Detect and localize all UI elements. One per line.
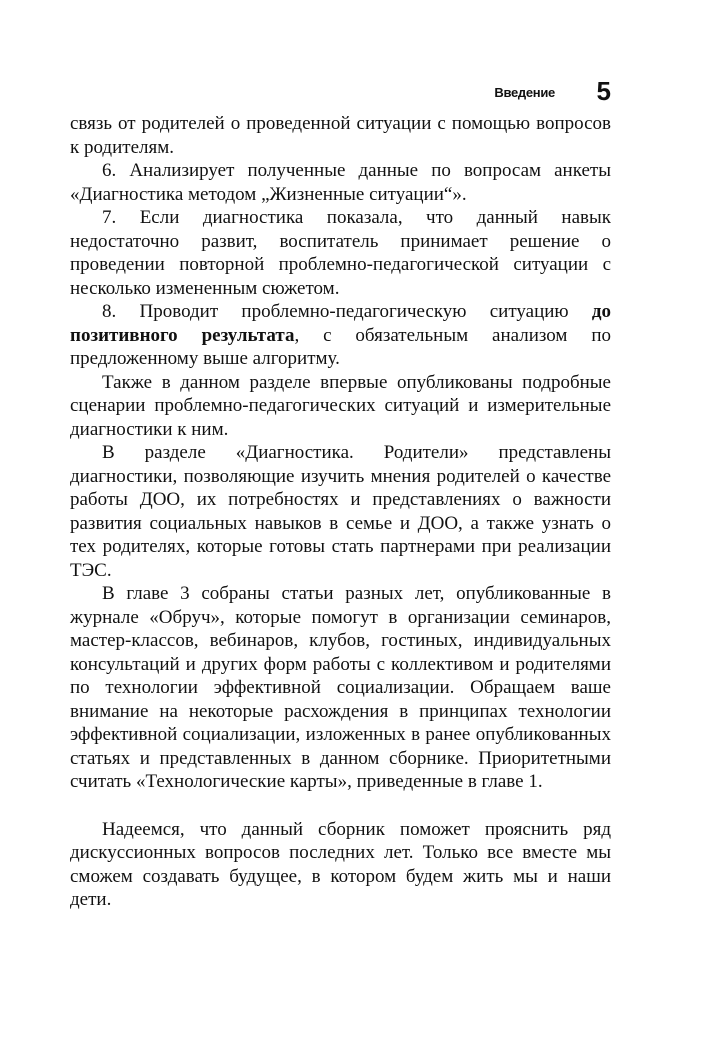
item-8-bold-text: до позитивного результата bbox=[70, 301, 611, 346]
paragraph-continuation: связь от родителей о проведенной ситуации с помощью вопросов к родителям. bbox=[70, 113, 611, 158]
paragraph-item-8 bbox=[70, 300, 611, 371]
paragraph-diagnostics-parents: В разделе «Диагностика. Родители» представлены диагностики, позволяющие изучить мнения родителей о качестве работы ДОО, их потребностях и представлениях о важности развития социальных навыков в семье и ДОО, а также узнать о тех родителях, которые готовы стать партнерами при реализации ТЭС. bbox=[70, 442, 611, 581]
paragraph-scenarios: Также в данном разделе впервые опубликованы подробные сценарии проблемно-педагогических ситуаций и измерительные диагностики к ним. bbox=[70, 371, 611, 440]
paragraph-closing: Надеемся, что данный сборник поможет прояснить ряд дискуссионных вопросов последних лет. Только все вместе мы сможем создавать будущее, в котором будем жить мы и наши дети. bbox=[70, 818, 611, 910]
running-header bbox=[0, 76, 707, 106]
item-8-text-end: , с обязательным анализом по предложенному выше алгоритму. bbox=[70, 324, 611, 369]
page-number: 5 bbox=[596, 76, 611, 106]
paragraph-chapter-3: В главе 3 собраны статьи разных лет, опубликованные в журнале «Обруч», которые помогут в организации семинаров, мастер-классов, вебинаров, клубов, гостиных, индивидуальных консультаций и других форм работы с коллективом и родителями по технологии эффективной социализации. Обращаем ваше внимание на некоторые расхождения в принципах технологии эффективной социализации, изложенных в ранее опубликованных статьях и представленных в данном сборнике. Приоритетными считать «Технологические карты», приведенные в главе 1. bbox=[70, 583, 611, 792]
paragraph-item-6: 6. Анализирует полученные данные по вопросам анкеты «Диагностика методом „Жизненные ситуации“». bbox=[70, 160, 611, 205]
paragraph-item-7: 7. Если диагностика показала, что данный навык недостаточно развит, воспитатель принимает решение о проведении повторной проблемно-педагогической ситуации с несколько измененным сюжетом. bbox=[70, 207, 611, 299]
body-text bbox=[70, 112, 611, 912]
section-title: Введение bbox=[494, 85, 555, 100]
paragraph-spacer bbox=[70, 794, 611, 818]
item-8-text-start: 8. Проводит проблемно-педагогическую ситуацию bbox=[102, 301, 592, 322]
